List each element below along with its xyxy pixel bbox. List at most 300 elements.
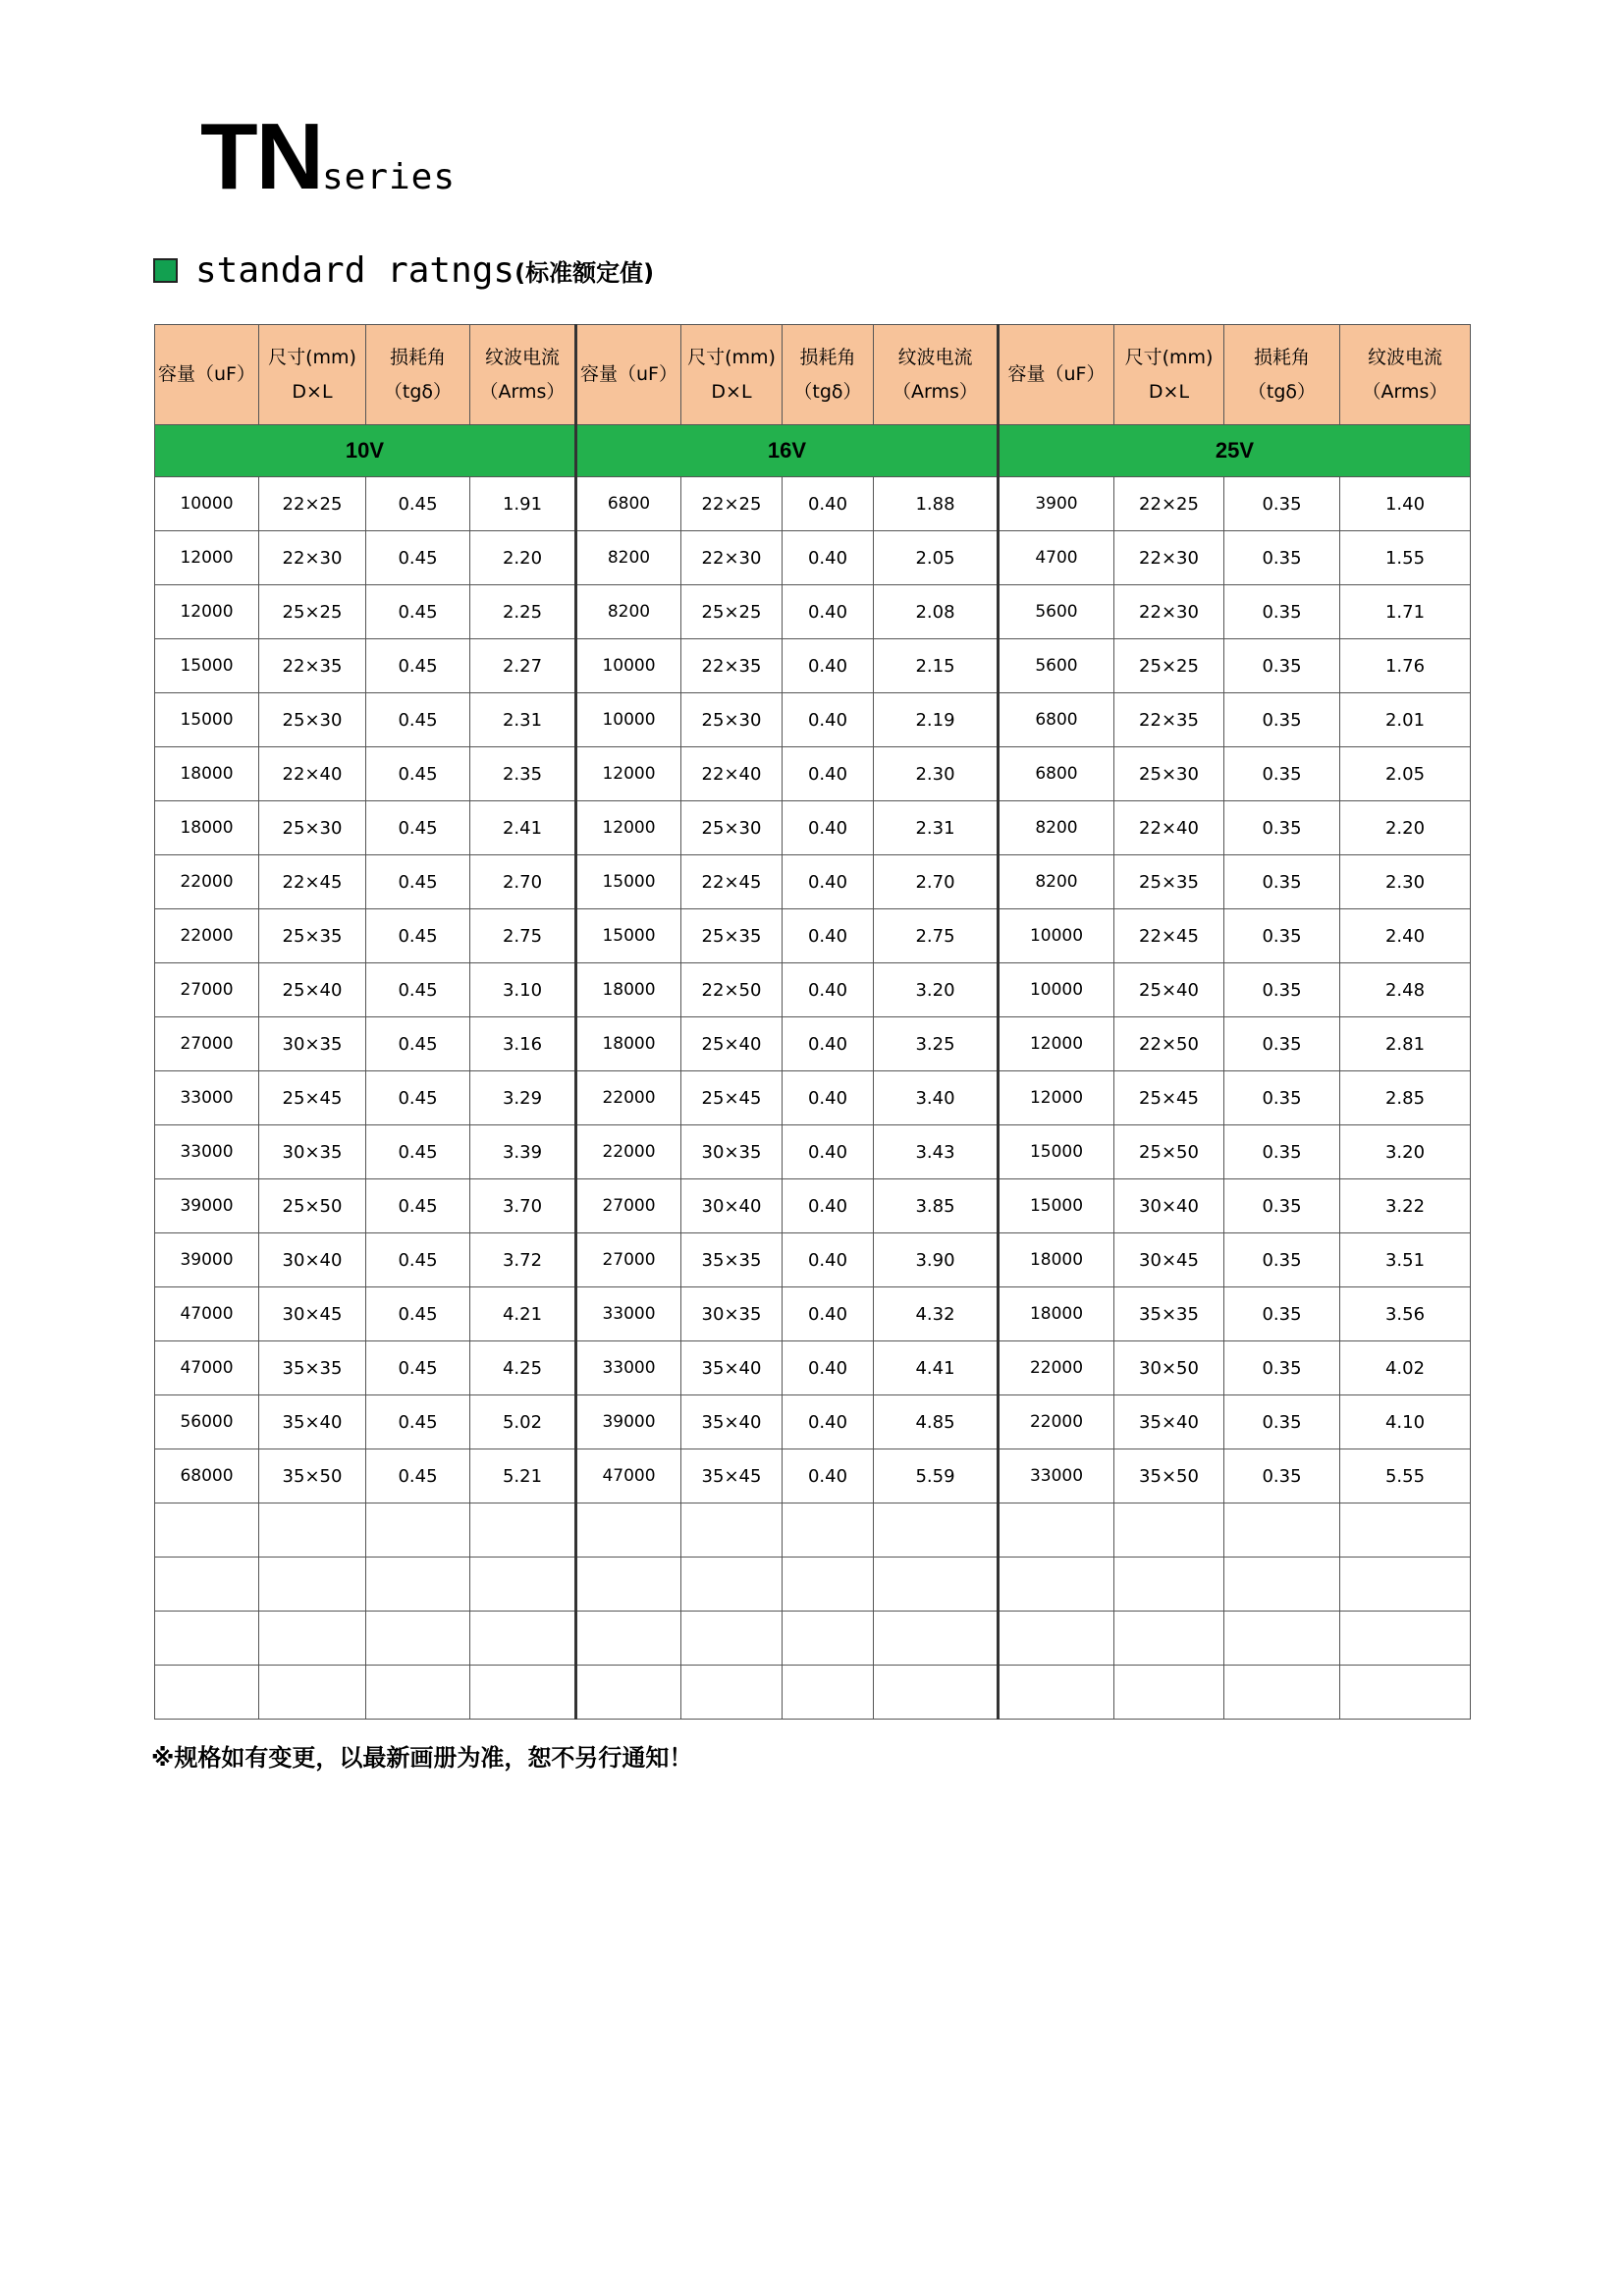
- loss-angle-cell: 0.45: [366, 909, 470, 963]
- table-row: [155, 963, 1471, 1017]
- loss-angle-cell: 0.45: [366, 855, 470, 909]
- ripple-current-cell: 2.85: [1340, 1071, 1471, 1125]
- voltage-group-10v: 10V: [155, 425, 576, 477]
- ripple-current-cell: 1.76: [1340, 639, 1471, 693]
- loss-angle-cell: 0.40: [783, 639, 874, 693]
- ripple-current-cell: 2.05: [874, 531, 999, 585]
- loss-angle-cell: 0.35: [1224, 1017, 1340, 1071]
- size-cell: 25×35: [1114, 855, 1224, 909]
- capacitance-cell: [576, 1503, 681, 1558]
- size-header: [1114, 325, 1224, 425]
- ripple-current-cell: [1340, 1503, 1471, 1558]
- table-row: [155, 693, 1471, 747]
- capacitance-cell: 47000: [155, 1287, 259, 1341]
- capacitance-cell: 5600: [999, 639, 1114, 693]
- capacitance-cell: 18000: [999, 1287, 1114, 1341]
- capacitance-cell: 12000: [999, 1017, 1114, 1071]
- ripple-current-cell: [1340, 1666, 1471, 1720]
- capacitance-cell: 33000: [155, 1125, 259, 1179]
- size-header-line1: 尺寸(mm): [268, 347, 356, 369]
- header-row: [155, 325, 1471, 425]
- capacitance-cell: 8200: [999, 855, 1114, 909]
- table-row: [155, 1179, 1471, 1233]
- size-cell: [259, 1503, 366, 1558]
- size-header-line1: 尺寸(mm): [687, 347, 776, 369]
- loss-angle-cell: [1224, 1666, 1340, 1720]
- loss-angle-cell: 0.45: [366, 1287, 470, 1341]
- loss-angle-cell: 0.40: [783, 1179, 874, 1233]
- size-cell: 25×30: [681, 801, 783, 855]
- loss-angle-cell: 0.35: [1224, 1287, 1340, 1341]
- capacitance-cell: 33000: [576, 1341, 681, 1395]
- size-header-line1: 尺寸(mm): [1124, 347, 1214, 369]
- ripple-current-cell: [470, 1612, 576, 1666]
- loss-angle-cell: [366, 1558, 470, 1612]
- loss-angle-cell: 0.45: [366, 1449, 470, 1503]
- capacitance-cell: 15000: [999, 1179, 1114, 1233]
- ripple-header-line1: 纹波电流: [1367, 347, 1442, 369]
- capacitance-cell: 47000: [576, 1449, 681, 1503]
- ripple-current-cell: [1340, 1612, 1471, 1666]
- ripple-current-cell: 2.20: [1340, 801, 1471, 855]
- series-title: [200, 104, 457, 209]
- loss-angle-cell: 0.40: [783, 1395, 874, 1449]
- capacitance-cell: 18000: [999, 1233, 1114, 1287]
- size-cell: 25×30: [259, 693, 366, 747]
- capacitance-cell: [576, 1666, 681, 1720]
- capacitance-cell: [155, 1612, 259, 1666]
- ripple-current-cell: 3.51: [1340, 1233, 1471, 1287]
- loss-angle-cell: 0.40: [783, 693, 874, 747]
- capacitance-cell: 22000: [999, 1395, 1114, 1449]
- size-cell: 25×30: [259, 801, 366, 855]
- loss-angle-cell: 0.45: [366, 1395, 470, 1449]
- size-cell: 30×35: [681, 1125, 783, 1179]
- size-cell: 25×45: [259, 1071, 366, 1125]
- loss-angle-cell: 0.35: [1224, 909, 1340, 963]
- size-cell: [1114, 1558, 1224, 1612]
- ripple-current-cell: 2.31: [470, 693, 576, 747]
- loss-angle-cell: 0.40: [783, 963, 874, 1017]
- size-cell: 22×45: [1114, 909, 1224, 963]
- capacitance-cell: 39000: [155, 1179, 259, 1233]
- loss-angle-cell: [366, 1612, 470, 1666]
- loss-header-line2: （tgδ）: [793, 380, 862, 403]
- ripple-current-cell: 2.75: [470, 909, 576, 963]
- size-cell: 22×30: [259, 531, 366, 585]
- size-cell: 25×35: [259, 909, 366, 963]
- size-cell: 25×25: [681, 585, 783, 639]
- size-cell: 25×30: [1114, 747, 1224, 801]
- capacitance-header: 容量（uF）: [999, 325, 1114, 425]
- loss-angle-cell: 0.35: [1224, 639, 1340, 693]
- loss-angle-cell: 0.45: [366, 963, 470, 1017]
- ripple-current-header: [874, 325, 999, 425]
- voltage-group-16v: 16V: [576, 425, 999, 477]
- capacitance-cell: 10000: [576, 693, 681, 747]
- size-cell: 30×35: [259, 1017, 366, 1071]
- ripple-current-cell: 3.25: [874, 1017, 999, 1071]
- capacitance-cell: 27000: [155, 963, 259, 1017]
- table-row: [155, 855, 1471, 909]
- loss-angle-cell: 0.35: [1224, 801, 1340, 855]
- capacitance-cell: 33000: [155, 1071, 259, 1125]
- ripple-current-cell: 4.41: [874, 1341, 999, 1395]
- capacitance-cell: 6800: [576, 477, 681, 531]
- ripple-current-cell: 2.19: [874, 693, 999, 747]
- loss-header-line1: 损耗角: [389, 347, 446, 369]
- size-cell: 25×50: [1114, 1125, 1224, 1179]
- size-cell: 30×45: [259, 1287, 366, 1341]
- size-cell: 35×35: [681, 1233, 783, 1287]
- size-cell: 22×40: [1114, 801, 1224, 855]
- loss-angle-cell: [366, 1503, 470, 1558]
- ripple-current-cell: 1.55: [1340, 531, 1471, 585]
- ripple-current-cell: [1340, 1558, 1471, 1612]
- loss-angle-cell: 0.35: [1224, 1341, 1340, 1395]
- loss-angle-cell: 0.40: [783, 1341, 874, 1395]
- loss-angle-cell: 0.45: [366, 1179, 470, 1233]
- size-cell: 25×40: [681, 1017, 783, 1071]
- ripple-current-cell: 2.35: [470, 747, 576, 801]
- ripple-current-header: [1340, 325, 1471, 425]
- size-cell: 22×30: [1114, 531, 1224, 585]
- capacitance-cell: 6800: [999, 693, 1114, 747]
- ripple-current-cell: 1.88: [874, 477, 999, 531]
- capacitance-cell: 39000: [155, 1233, 259, 1287]
- ripple-current-cell: 3.10: [470, 963, 576, 1017]
- size-cell: 22×30: [1114, 585, 1224, 639]
- size-cell: [1114, 1666, 1224, 1720]
- loss-angle-cell: 0.35: [1224, 693, 1340, 747]
- loss-angle-cell: [783, 1558, 874, 1612]
- size-cell: 22×35: [259, 639, 366, 693]
- ripple-current-cell: 1.40: [1340, 477, 1471, 531]
- capacitance-cell: 27000: [155, 1017, 259, 1071]
- loss-angle-cell: [1224, 1558, 1340, 1612]
- capacitance-cell: [999, 1558, 1114, 1612]
- size-cell: [259, 1666, 366, 1720]
- loss-angle-cell: [783, 1612, 874, 1666]
- loss-header-line1: 损耗角: [1253, 347, 1310, 369]
- ripple-current-cell: 3.70: [470, 1179, 576, 1233]
- capacitance-cell: 10000: [999, 963, 1114, 1017]
- size-cell: [259, 1558, 366, 1612]
- ripple-current-cell: 2.08: [874, 585, 999, 639]
- loss-angle-cell: 0.40: [783, 585, 874, 639]
- ripple-current-cell: 5.59: [874, 1449, 999, 1503]
- size-cell: 22×30: [681, 531, 783, 585]
- ripple-current-cell: 1.71: [1340, 585, 1471, 639]
- loss-angle-cell: 0.40: [783, 1287, 874, 1341]
- capacitance-cell: [155, 1666, 259, 1720]
- size-cell: 30×45: [1114, 1233, 1224, 1287]
- size-cell: 30×40: [259, 1233, 366, 1287]
- loss-angle-cell: 0.35: [1224, 1395, 1340, 1449]
- ripple-current-cell: 4.25: [470, 1341, 576, 1395]
- capacitance-cell: 22000: [155, 909, 259, 963]
- size-header-line2: D×L: [292, 380, 333, 403]
- ripple-current-cell: 2.70: [874, 855, 999, 909]
- ripple-current-cell: 4.85: [874, 1395, 999, 1449]
- size-cell: 35×40: [259, 1395, 366, 1449]
- capacitance-cell: 27000: [576, 1233, 681, 1287]
- size-cell: 35×40: [681, 1395, 783, 1449]
- loss-angle-cell: 0.35: [1224, 585, 1340, 639]
- loss-angle-cell: 0.35: [1224, 747, 1340, 801]
- capacitance-cell: 22000: [999, 1341, 1114, 1395]
- size-cell: [681, 1558, 783, 1612]
- loss-angle-header: [1224, 325, 1340, 425]
- size-cell: 25×40: [1114, 963, 1224, 1017]
- capacitance-cell: 15000: [999, 1125, 1114, 1179]
- loss-header-line2: （tgδ）: [1247, 380, 1317, 403]
- capacitance-cell: 3900: [999, 477, 1114, 531]
- capacitance-cell: 10000: [155, 477, 259, 531]
- loss-angle-cell: 0.40: [783, 1125, 874, 1179]
- table-row: [155, 1017, 1471, 1071]
- capacitance-cell: 15000: [155, 639, 259, 693]
- loss-angle-cell: 0.35: [1224, 1449, 1340, 1503]
- green-square-icon: [153, 258, 178, 283]
- loss-angle-cell: 0.45: [366, 1071, 470, 1125]
- table-row: [155, 1341, 1471, 1395]
- table-row: [155, 1395, 1471, 1449]
- capacitance-cell: 27000: [576, 1179, 681, 1233]
- ripple-current-cell: 5.55: [1340, 1449, 1471, 1503]
- capacitance-cell: 8200: [576, 531, 681, 585]
- table-row: [155, 477, 1471, 531]
- table-row: [155, 585, 1471, 639]
- ripple-current-cell: 3.39: [470, 1125, 576, 1179]
- ripple-current-cell: 2.75: [874, 909, 999, 963]
- size-cell: [1114, 1503, 1224, 1558]
- size-cell: 30×50: [1114, 1341, 1224, 1395]
- ripple-current-cell: [874, 1666, 999, 1720]
- table-row: [155, 1233, 1471, 1287]
- loss-angle-cell: 0.40: [783, 801, 874, 855]
- size-header: [259, 325, 366, 425]
- capacitance-cell: 47000: [155, 1341, 259, 1395]
- loss-angle-cell: 0.45: [366, 1125, 470, 1179]
- ratings-table: [154, 324, 1471, 1720]
- capacitance-cell: 12000: [576, 801, 681, 855]
- loss-angle-header: [783, 325, 874, 425]
- loss-angle-cell: 0.35: [1224, 1179, 1340, 1233]
- capacitance-cell: 18000: [576, 1017, 681, 1071]
- loss-angle-cell: 0.40: [783, 1017, 874, 1071]
- size-cell: 35×50: [1114, 1449, 1224, 1503]
- size-cell: 22×45: [259, 855, 366, 909]
- capacitance-cell: 15000: [576, 855, 681, 909]
- capacitance-cell: 15000: [155, 693, 259, 747]
- capacitance-cell: [155, 1503, 259, 1558]
- capacitance-cell: 33000: [576, 1287, 681, 1341]
- capacitance-header: 容量（uF）: [576, 325, 681, 425]
- loss-angle-cell: 0.35: [1224, 1071, 1340, 1125]
- loss-angle-cell: 0.35: [1224, 531, 1340, 585]
- loss-angle-cell: [366, 1666, 470, 1720]
- ripple-current-cell: 2.40: [1340, 909, 1471, 963]
- loss-angle-header: [366, 325, 470, 425]
- loss-header-line1: 损耗角: [799, 347, 856, 369]
- ripple-header-line1: 纹波电流: [484, 347, 560, 369]
- loss-angle-cell: 0.45: [366, 477, 470, 531]
- capacitance-cell: [999, 1666, 1114, 1720]
- ripple-header-line2: （Arms）: [1362, 380, 1448, 403]
- ripple-current-cell: 2.01: [1340, 693, 1471, 747]
- ripple-current-cell: 2.48: [1340, 963, 1471, 1017]
- ripple-current-cell: 2.15: [874, 639, 999, 693]
- loss-angle-cell: [1224, 1503, 1340, 1558]
- loss-angle-cell: 0.35: [1224, 963, 1340, 1017]
- ripple-current-cell: 3.40: [874, 1071, 999, 1125]
- loss-angle-cell: 0.45: [366, 801, 470, 855]
- size-cell: [259, 1612, 366, 1666]
- loss-angle-cell: 0.40: [783, 909, 874, 963]
- capacitance-cell: 18000: [576, 963, 681, 1017]
- ripple-current-cell: 3.72: [470, 1233, 576, 1287]
- ripple-current-cell: [874, 1558, 999, 1612]
- loss-angle-cell: 0.45: [366, 1017, 470, 1071]
- loss-angle-cell: 0.35: [1224, 1125, 1340, 1179]
- ripple-current-cell: [470, 1666, 576, 1720]
- size-cell: 35×35: [1114, 1287, 1224, 1341]
- ripple-current-cell: 3.29: [470, 1071, 576, 1125]
- capacitance-cell: 56000: [155, 1395, 259, 1449]
- size-cell: 22×35: [681, 639, 783, 693]
- capacitance-cell: 6800: [999, 747, 1114, 801]
- section-title-en: standard ratngs: [195, 250, 515, 291]
- capacitance-cell: [576, 1612, 681, 1666]
- series-code: TN: [200, 104, 322, 209]
- ripple-current-cell: 1.91: [470, 477, 576, 531]
- loss-angle-cell: 0.45: [366, 585, 470, 639]
- capacitance-cell: 12000: [576, 747, 681, 801]
- loss-angle-cell: 0.45: [366, 693, 470, 747]
- ripple-current-cell: 3.22: [1340, 1179, 1471, 1233]
- capacitance-cell: 18000: [155, 747, 259, 801]
- table-row: [155, 639, 1471, 693]
- loss-angle-cell: 0.35: [1224, 855, 1340, 909]
- table-row: [155, 531, 1471, 585]
- capacitance-cell: 8200: [999, 801, 1114, 855]
- loss-angle-cell: 0.45: [366, 1341, 470, 1395]
- size-header: [681, 325, 783, 425]
- capacitance-cell: [999, 1503, 1114, 1558]
- size-cell: 35×50: [259, 1449, 366, 1503]
- ripple-current-cell: 2.41: [470, 801, 576, 855]
- size-cell: 25×40: [259, 963, 366, 1017]
- size-cell: 22×40: [681, 747, 783, 801]
- ripple-current-cell: 3.90: [874, 1233, 999, 1287]
- ripple-current-cell: 3.16: [470, 1017, 576, 1071]
- size-header-line2: D×L: [1148, 380, 1190, 403]
- ripple-current-cell: 3.43: [874, 1125, 999, 1179]
- ripple-current-cell: [874, 1503, 999, 1558]
- size-cell: [1114, 1612, 1224, 1666]
- ripple-current-cell: 3.85: [874, 1179, 999, 1233]
- ripple-current-header: [470, 325, 576, 425]
- capacitance-cell: 22000: [576, 1125, 681, 1179]
- table-row: [155, 1287, 1471, 1341]
- size-cell: 22×45: [681, 855, 783, 909]
- size-cell: 25×30: [681, 693, 783, 747]
- ripple-current-cell: 3.20: [874, 963, 999, 1017]
- size-cell: 25×50: [259, 1179, 366, 1233]
- capacitance-cell: 33000: [999, 1449, 1114, 1503]
- loss-angle-cell: 0.40: [783, 531, 874, 585]
- footnote: ※规格如有变更，以最新画册为准，恕不另行通知！: [151, 1744, 693, 1772]
- ripple-current-cell: 5.21: [470, 1449, 576, 1503]
- table-row: [155, 909, 1471, 963]
- size-cell: 22×25: [1114, 477, 1224, 531]
- loss-angle-cell: [1224, 1612, 1340, 1666]
- loss-angle-cell: 0.40: [783, 1071, 874, 1125]
- ripple-header-line2: （Arms）: [893, 380, 978, 403]
- capacitance-cell: 68000: [155, 1449, 259, 1503]
- ripple-current-cell: 3.20: [1340, 1125, 1471, 1179]
- size-cell: 35×35: [259, 1341, 366, 1395]
- capacitance-cell: 8200: [576, 585, 681, 639]
- table-row: [155, 1558, 1471, 1612]
- size-cell: 25×35: [681, 909, 783, 963]
- loss-angle-cell: 0.45: [366, 639, 470, 693]
- ripple-current-cell: 2.30: [874, 747, 999, 801]
- ripple-current-cell: [470, 1558, 576, 1612]
- loss-angle-cell: 0.45: [366, 1233, 470, 1287]
- size-cell: 22×50: [681, 963, 783, 1017]
- capacitance-cell: [576, 1558, 681, 1612]
- size-cell: 30×35: [259, 1125, 366, 1179]
- capacitance-cell: 22000: [155, 855, 259, 909]
- section-heading: [153, 250, 654, 291]
- size-cell: [681, 1612, 783, 1666]
- table-row: [155, 1449, 1471, 1503]
- loss-angle-cell: 0.45: [366, 531, 470, 585]
- capacitance-cell: [155, 1558, 259, 1612]
- table-row: [155, 1071, 1471, 1125]
- capacitance-cell: 10000: [576, 639, 681, 693]
- size-cell: 22×35: [1114, 693, 1224, 747]
- ripple-header-line1: 纹波电流: [897, 347, 973, 369]
- ripple-current-cell: 2.27: [470, 639, 576, 693]
- loss-angle-cell: [783, 1503, 874, 1558]
- ripple-current-cell: 2.81: [1340, 1017, 1471, 1071]
- size-cell: [681, 1503, 783, 1558]
- size-cell: 22×40: [259, 747, 366, 801]
- size-cell: 30×40: [1114, 1179, 1224, 1233]
- table-row: [155, 1503, 1471, 1558]
- voltage-row: [155, 425, 1471, 477]
- capacitance-cell: 22000: [576, 1071, 681, 1125]
- size-cell: 25×45: [681, 1071, 783, 1125]
- ripple-current-cell: 2.30: [1340, 855, 1471, 909]
- capacitance-cell: [999, 1612, 1114, 1666]
- ripple-current-cell: 2.20: [470, 531, 576, 585]
- ripple-current-cell: [874, 1612, 999, 1666]
- ripple-current-cell: 4.10: [1340, 1395, 1471, 1449]
- ripple-header-line2: （Arms）: [479, 380, 566, 403]
- ripple-current-cell: 2.70: [470, 855, 576, 909]
- ripple-current-cell: 2.05: [1340, 747, 1471, 801]
- capacitance-cell: 12000: [999, 1071, 1114, 1125]
- loss-angle-cell: [783, 1666, 874, 1720]
- table-row: [155, 1125, 1471, 1179]
- series-suffix: series: [321, 157, 457, 197]
- table-row: [155, 1666, 1471, 1720]
- capacitance-cell: 4700: [999, 531, 1114, 585]
